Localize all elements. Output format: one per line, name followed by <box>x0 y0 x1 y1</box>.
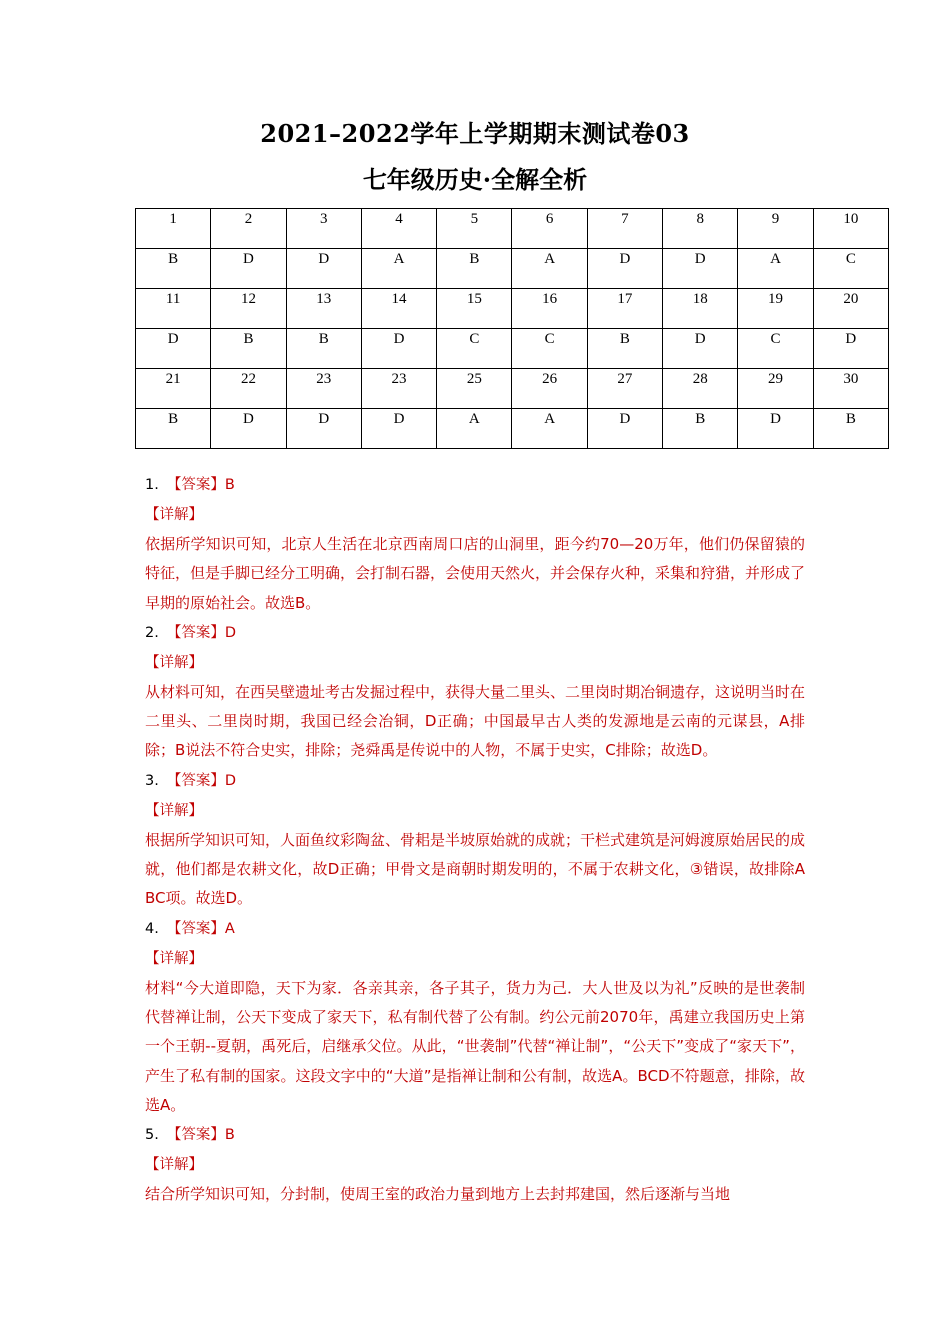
question-number: 1. <box>145 477 159 493</box>
answer-cell: A <box>437 409 512 449</box>
question-number-cell: 21 <box>136 369 211 409</box>
answer-cell: B <box>587 329 662 369</box>
question-number-cell: 2 <box>211 209 286 249</box>
question-number-cell: 28 <box>663 369 738 409</box>
question-number-cell: 23 <box>286 369 361 409</box>
explanations <box>145 470 805 1209</box>
answer-cell: D <box>813 329 888 369</box>
answer-row <box>136 409 889 449</box>
question-number-cell: 10 <box>813 209 888 249</box>
question-explanation <box>145 618 805 766</box>
answer-cell: B <box>136 249 211 289</box>
detail-label: 【详解】 <box>145 802 203 819</box>
answer-label: 【答案】A <box>166 920 235 937</box>
answer-cell: B <box>437 249 512 289</box>
answer-cell: C <box>738 329 813 369</box>
answer-line <box>145 766 805 796</box>
question-number-cell: 8 <box>663 209 738 249</box>
answer-cell: D <box>587 249 662 289</box>
question-number-cell: 6 <box>512 209 587 249</box>
document-subtitle: 七年级历史·全解全析 <box>362 165 588 194</box>
question-number: 2. <box>145 624 159 641</box>
answer-row <box>136 249 889 289</box>
question-number-cell: 7 <box>587 209 662 249</box>
question-number-cell: 17 <box>587 289 662 329</box>
question-number-cell: 11 <box>136 289 211 329</box>
question-number-cell: 27 <box>587 369 662 409</box>
answer-cell: D <box>663 249 738 289</box>
answer-label: 【答案】B <box>166 1127 235 1144</box>
answer-line <box>145 470 805 500</box>
answer-cell: A <box>361 249 436 289</box>
answer-cell: D <box>211 249 286 289</box>
question-number-cell: 3 <box>286 209 361 249</box>
answer-cell: C <box>813 249 888 289</box>
question-explanation <box>145 914 805 1120</box>
answer-cell: D <box>286 249 361 289</box>
answer-line <box>145 1120 805 1150</box>
question-number: 4. <box>145 920 159 937</box>
question-number-cell: 13 <box>286 289 361 329</box>
answer-cell: D <box>361 329 436 369</box>
question-number-cell: 29 <box>738 369 813 409</box>
question-explanation <box>145 766 805 914</box>
question-number-row <box>136 289 889 329</box>
question-number-cell: 19 <box>738 289 813 329</box>
explanation-text: 结合所学知识可知，分封制，使周王室的政治力量到地方上去封邦建国，然后逐渐与当地 <box>145 1185 731 1204</box>
answer-cell: D <box>738 409 813 449</box>
question-number-cell: 12 <box>211 289 286 329</box>
question-number: 5. <box>145 1127 159 1144</box>
answer-label: 【答案】D <box>166 772 237 789</box>
answer-cell: B <box>813 409 888 449</box>
explanation-text: 材料“今大道即隐，天下为家．各亲其亲，各子其子，货力为己．大人世及以为礼”反映的是世袭制代替禅让制，公天下变成了家天下，私有制代替了公有制。约公元前2070年，禹建立我国历史上第一个王朝--夏朝，禹死后，启继承父位。从此，“世袭制”代替“禅让制”，“公天下”变成了“家天下”，产生了私有制的国家。这段文字中的“大道”是指禅让制和公有制，故选A。BCD不符题意，排除，故选A。 <box>145 978 805 1114</box>
answer-cell: D <box>663 329 738 369</box>
answer-cell: D <box>136 329 211 369</box>
detail-label: 【详解】 <box>145 1157 203 1174</box>
detail-label: 【详解】 <box>145 950 203 967</box>
explanation-text: 依据所学知识可知，北京人生活在北京西南周口店的山洞里，距今约70—20万年，他们仍保留猿的特征，但是手脚已经分工明确，会打制石器，会使用天然火，并会保存火种，采集和狩猎，并形成了早期的原始社会。故选B。 <box>145 535 806 612</box>
question-number-cell: 25 <box>437 369 512 409</box>
question-explanation <box>145 1120 805 1209</box>
question-number-row <box>136 369 889 409</box>
question-number-cell: 15 <box>437 289 512 329</box>
answer-label: 【答案】D <box>166 624 237 641</box>
answer-cell: A <box>512 249 587 289</box>
answer-cell: B <box>211 329 286 369</box>
question-number-cell: 20 <box>813 289 888 329</box>
question-number-cell: 4 <box>361 209 436 249</box>
answer-cell: A <box>738 249 813 289</box>
answer-cell: D <box>286 409 361 449</box>
detail-label: 【详解】 <box>145 654 203 671</box>
question-number-cell: 1 <box>136 209 211 249</box>
question-number-row <box>136 209 889 249</box>
answer-line <box>145 618 805 648</box>
answer-cell: B <box>663 409 738 449</box>
answer-line <box>145 914 805 944</box>
explanation-text: 根据所学知识可知，人面鱼纹彩陶盆、骨耜是半坡原始就的成就；干栏式建筑是河姆渡原始居民的成就，他们都是农耕文化，故D正确；甲骨文是商朝时期发明的，不属于农耕文化，③错误，故排除ABC项。故选D。 <box>145 830 806 908</box>
question-number-cell: 14 <box>361 289 436 329</box>
question-number-cell: 23 <box>361 369 436 409</box>
answer-label: 【答案】B <box>166 477 235 493</box>
answer-row <box>136 329 889 369</box>
detail-label: 【详解】 <box>145 507 203 523</box>
answer-cell: A <box>512 409 587 449</box>
question-number: 3. <box>145 772 159 789</box>
answer-cell: D <box>211 409 286 449</box>
question-explanation <box>145 470 805 618</box>
question-number-cell: 18 <box>663 289 738 329</box>
answer-cell: B <box>136 409 211 449</box>
question-number-cell: 22 <box>211 369 286 409</box>
explanation-text: 从材料可知，在西吴壁遗址考古发掘过程中，获得大量二里头、二里岗时期冶铜遗存，这说明当时在二里头、二里岗时期，我国已经会冶铜，D正确；中国最早古人类的发源地是云南的元谋县，A排除；B说法不符合史实，排除；尧舜禹是传说中的人物，不属于史实，C排除；故选D。 <box>145 682 806 760</box>
answer-cell: B <box>286 329 361 369</box>
question-number-cell: 5 <box>437 209 512 249</box>
question-number-cell: 26 <box>512 369 587 409</box>
question-number-cell: 16 <box>512 289 587 329</box>
answer-table <box>135 208 889 449</box>
answer-cell: D <box>587 409 662 449</box>
question-number-cell: 30 <box>813 369 888 409</box>
answer-cell: C <box>437 329 512 369</box>
document-title: 2021–2022学年上学期期末测试卷03 <box>260 119 690 148</box>
answer-cell: C <box>512 329 587 369</box>
answer-cell: D <box>361 409 436 449</box>
question-number-cell: 9 <box>738 209 813 249</box>
